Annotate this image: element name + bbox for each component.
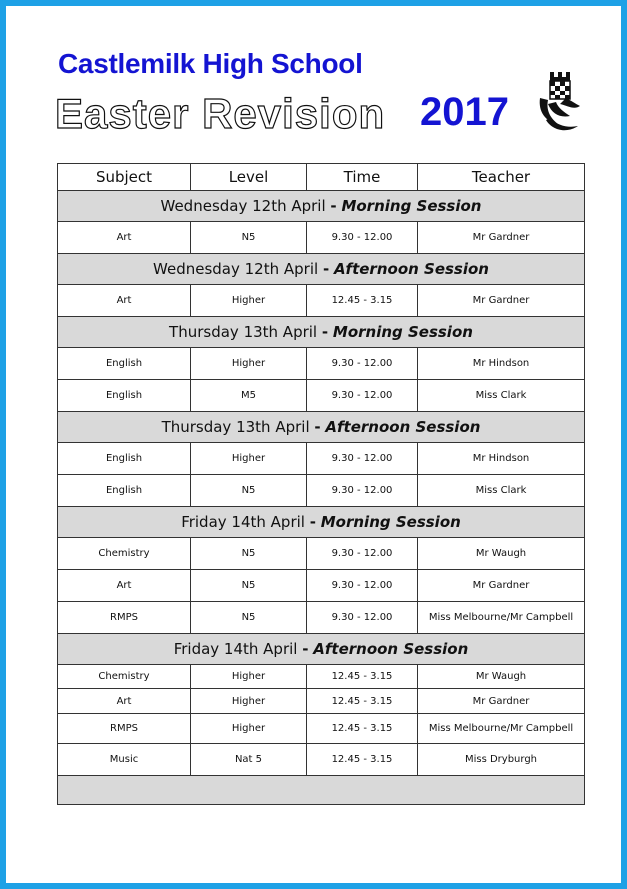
time-cell: 12.45 - 3.15	[307, 689, 418, 714]
column-header-time: Time	[307, 164, 418, 191]
school-name: Castlemilk High School	[58, 48, 363, 79]
session-name: Afternoon Session	[313, 640, 469, 658]
level-cell: N5	[191, 538, 307, 570]
teacher-cell: Mr Waugh	[418, 665, 585, 689]
teacher-cell: Mr Gardner	[418, 570, 585, 602]
teacher-cell: Miss Clark	[418, 380, 585, 412]
session-band-row	[58, 191, 585, 222]
empty-footer-band	[58, 776, 585, 805]
teacher-cell: Mr Gardner	[418, 689, 585, 714]
table-row	[58, 689, 585, 714]
subject-cell: English	[58, 475, 191, 507]
table-row	[58, 222, 585, 254]
time-cell: 12.45 - 3.15	[307, 285, 418, 317]
school-crest-icon	[536, 68, 584, 138]
level-cell: N5	[191, 570, 307, 602]
subject-cell: Art	[58, 285, 191, 317]
time-cell: 9.30 - 12.00	[307, 443, 418, 475]
table-row	[58, 602, 585, 634]
time-cell: 12.45 - 3.15	[307, 665, 418, 689]
level-cell: Higher	[191, 714, 307, 744]
session-heading	[58, 191, 585, 222]
session-separator: -	[302, 640, 309, 658]
level-cell: Higher	[191, 665, 307, 689]
level-cell: Higher	[191, 348, 307, 380]
session-heading	[58, 254, 585, 285]
session-separator: -	[309, 513, 316, 531]
time-cell: 9.30 - 12.00	[307, 538, 418, 570]
subject-cell: English	[58, 380, 191, 412]
level-cell: N5	[191, 602, 307, 634]
subject-cell: Art	[58, 570, 191, 602]
table-row	[58, 538, 585, 570]
teacher-cell: Mr Hindson	[418, 348, 585, 380]
session-day: Thursday 13th April	[169, 323, 318, 341]
session-name: Morning Session	[332, 323, 473, 341]
time-cell: 9.30 - 12.00	[307, 222, 418, 254]
teacher-cell: Mr Waugh	[418, 538, 585, 570]
level-cell: Higher	[191, 689, 307, 714]
level-cell: N5	[191, 475, 307, 507]
subject-cell: Music	[58, 744, 191, 776]
session-heading	[58, 507, 585, 538]
session-heading	[58, 412, 585, 443]
time-cell: 9.30 - 12.00	[307, 380, 418, 412]
table-row	[58, 570, 585, 602]
column-header-level: Level	[191, 164, 307, 191]
session-heading	[58, 634, 585, 665]
teacher-cell: Miss Clark	[418, 475, 585, 507]
session-band-row	[58, 507, 585, 538]
table-row	[58, 285, 585, 317]
session-day: Friday 14th April	[173, 640, 298, 658]
time-cell: 9.30 - 12.00	[307, 475, 418, 507]
subject-cell: English	[58, 348, 191, 380]
subject-cell: RMPS	[58, 714, 191, 744]
session-band-row	[58, 317, 585, 348]
time-cell: 12.45 - 3.15	[307, 744, 418, 776]
subject-cell: Chemistry	[58, 665, 191, 689]
teacher-cell: Miss Melbourne/Mr Campbell	[418, 714, 585, 744]
level-cell: M5	[191, 380, 307, 412]
level-cell: N5	[191, 222, 307, 254]
session-day: Friday 14th April	[181, 513, 305, 531]
table-header-row	[58, 164, 585, 191]
session-name: Afternoon Session	[333, 260, 489, 278]
teacher-cell: Miss Melbourne/Mr Campbell	[418, 602, 585, 634]
session-day: Wednesday 12th April	[153, 260, 319, 278]
teacher-cell: Mr Hindson	[418, 443, 585, 475]
time-cell: 9.30 - 12.00	[307, 348, 418, 380]
table-row	[58, 714, 585, 744]
time-cell: 9.30 - 12.00	[307, 570, 418, 602]
table-row	[58, 380, 585, 412]
table-row	[58, 665, 585, 689]
table-footer-row	[58, 776, 585, 805]
level-cell: Nat 5	[191, 744, 307, 776]
session-name: Morning Session	[320, 513, 461, 531]
session-band-row	[58, 412, 585, 443]
session-separator: -	[330, 197, 337, 215]
session-name: Morning Session	[341, 197, 482, 215]
teacher-cell: Mr Gardner	[418, 222, 585, 254]
event-title: Easter Revision	[55, 90, 386, 137]
session-heading	[58, 317, 585, 348]
subject-cell: Chemistry	[58, 538, 191, 570]
table-row	[58, 475, 585, 507]
table-row	[58, 443, 585, 475]
session-band-row	[58, 634, 585, 665]
subject-cell: Art	[58, 222, 191, 254]
teacher-cell: Miss Dryburgh	[418, 744, 585, 776]
subject-cell: English	[58, 443, 191, 475]
table-row	[58, 348, 585, 380]
time-cell: 9.30 - 12.00	[307, 602, 418, 634]
column-header-teacher: Teacher	[418, 164, 585, 191]
session-day: Wednesday 12th April	[160, 197, 326, 215]
event-year: 2017	[420, 90, 509, 134]
column-header-subject: Subject	[58, 164, 191, 191]
subject-cell: Art	[58, 689, 191, 714]
session-separator: -	[314, 418, 321, 436]
level-cell: Higher	[191, 285, 307, 317]
level-cell: Higher	[191, 443, 307, 475]
time-cell: 12.45 - 3.15	[307, 714, 418, 744]
teacher-cell: Mr Gardner	[418, 285, 585, 317]
session-name: Afternoon Session	[325, 418, 481, 436]
table-row	[58, 744, 585, 776]
session-separator: -	[322, 260, 330, 278]
subject-cell: RMPS	[58, 602, 191, 634]
revision-schedule-table	[57, 163, 585, 805]
session-separator: -	[321, 323, 329, 341]
session-day: Thursday 13th April	[161, 418, 310, 436]
session-band-row	[58, 254, 585, 285]
